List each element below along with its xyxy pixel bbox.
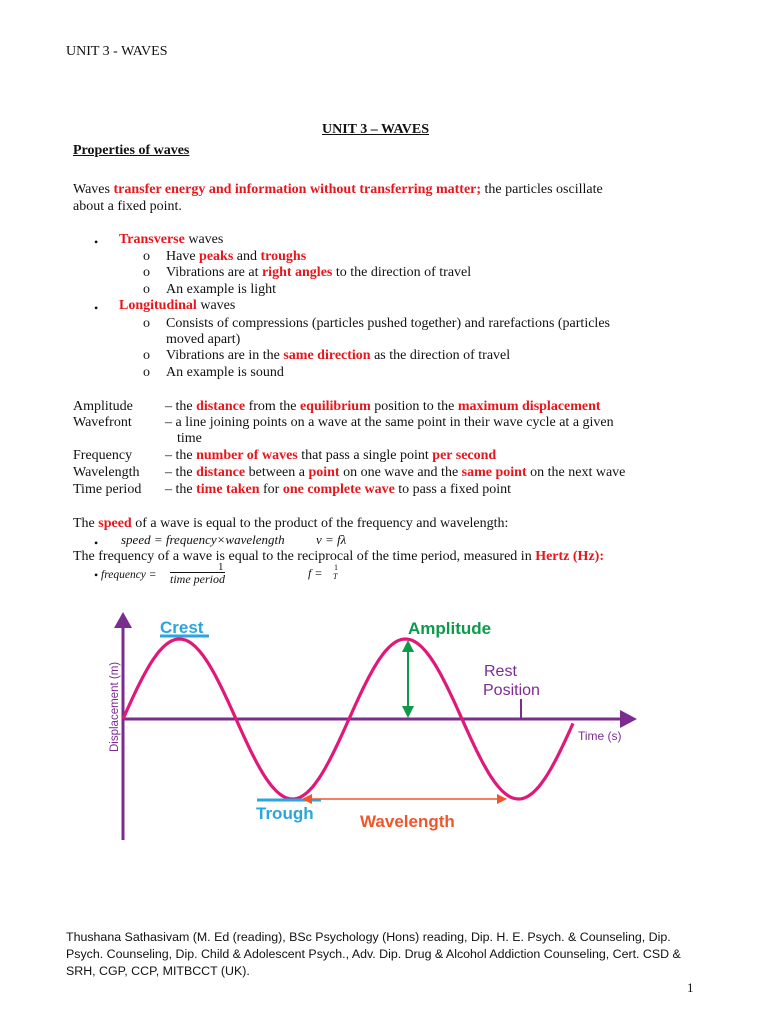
x-axis-arrow	[620, 710, 637, 728]
amplitude-arrowhead-down	[402, 706, 414, 718]
longitudinal-sub-1-cont: moved apart)	[166, 332, 241, 347]
wavelength-label: Wavelength	[360, 812, 455, 831]
def-time-period	[165, 482, 511, 498]
def-frequency	[165, 448, 496, 464]
sub-marker: o	[143, 316, 150, 331]
text: Vibrations are at	[166, 265, 262, 280]
longitudinal-sub-2	[166, 348, 510, 364]
term-amplitude: Amplitude	[73, 399, 133, 414]
amplitude-label: Amplitude	[408, 619, 492, 638]
transverse-sub-1	[166, 249, 306, 265]
term-frequency: Frequency	[73, 448, 133, 463]
position-label: Position	[483, 682, 540, 699]
bullet-marker: •	[94, 235, 99, 249]
emphasis: Hertz (Hz):	[535, 549, 604, 564]
y-axis-arrow	[114, 612, 132, 628]
emphasis: time taken	[196, 482, 260, 497]
emphasis: maximum displacement	[457, 399, 601, 414]
emphasis: one complete wave	[282, 482, 395, 497]
trough-label: Trough	[256, 804, 314, 823]
emphasis: right angles	[261, 265, 333, 280]
transverse-heading	[119, 232, 223, 248]
text: and	[233, 249, 261, 264]
bullet-marker: •	[94, 536, 99, 550]
transverse-sub-2	[166, 265, 471, 281]
fraction-numerator: 1	[218, 561, 224, 573]
intro-text: Waves	[73, 182, 114, 197]
def-wavefront: – a line joining points on a wave at the same point in their wave cycle at a given	[165, 415, 614, 430]
short-denominator: T	[333, 572, 338, 581]
intro-line-2: about a fixed point.	[73, 199, 182, 214]
page-number: 1	[687, 980, 694, 995]
longitudinal-label: Longitudinal	[119, 298, 197, 313]
x-axis-label: Time (s)	[578, 729, 622, 743]
frequency-formula-lhs: frequency =	[101, 569, 157, 581]
speed-formula-short: v = fλ	[316, 532, 347, 547]
sub-marker: o	[143, 249, 150, 264]
text: to pass a fixed point	[394, 482, 512, 497]
rest-label: Rest	[484, 663, 517, 680]
sub-marker: o	[143, 265, 150, 280]
speed-formula: speed = frequency×wavelength	[121, 532, 285, 547]
emphasis: point	[308, 465, 340, 480]
text: of a wave is equal to the product of the frequency and wavelength:	[131, 516, 509, 531]
emphasis: same point	[461, 465, 527, 480]
text: between a	[245, 465, 309, 480]
text: The	[73, 516, 99, 531]
emphasis: number of waves	[196, 448, 298, 463]
crest-label: Crest	[160, 618, 204, 637]
bullet-marker: •	[94, 301, 99, 315]
sub-marker: o	[143, 282, 150, 297]
wave-diagram	[0, 600, 768, 860]
text: on one wave and the	[339, 465, 462, 480]
transverse-label: Transverse	[119, 232, 185, 247]
text: The frequency of a wave is equal to the reciprocal of the time period, measured in	[73, 549, 536, 564]
section-heading: Properties of waves	[73, 143, 190, 158]
short-numerator: 1	[334, 563, 338, 572]
footer-line: Psych. Counseling, Dip. Child & Adolescent Psych., Adv. Dip. Drug & Alcohol Addiction Counseling, Cert. CSD &	[66, 947, 681, 961]
emphasis: distance	[196, 465, 246, 480]
text: Have	[166, 249, 200, 264]
text: for	[259, 482, 283, 497]
y-axis-label: Displacement (m)	[109, 661, 121, 752]
intro-text-2: the particles oscillate	[481, 182, 603, 197]
frequency-text	[73, 549, 604, 565]
footer-credits	[66, 929, 706, 980]
page-title: UNIT 3 – WAVES	[322, 122, 429, 137]
term-wavefront: Wavefront	[73, 415, 132, 430]
emphasis: troughs	[260, 249, 307, 264]
text: – the	[165, 465, 197, 480]
longitudinal-sub-3: An example is sound	[166, 365, 284, 380]
text: – the	[165, 448, 197, 463]
term-time-period: Time period	[73, 482, 142, 497]
text: as the direction of travel	[370, 348, 511, 363]
transverse-sub-3: An example is light	[166, 282, 277, 297]
longitudinal-heading	[119, 298, 235, 314]
emphasis: peaks	[199, 249, 234, 264]
longitudinal-sub-1: Consists of compressions (particles pushed together) and rarefactions (particles	[166, 316, 610, 331]
fraction-denominator: time period	[170, 572, 225, 586]
sub-marker: o	[143, 348, 150, 363]
intro-emphasis: transfer energy and information without transferring matter;	[113, 182, 482, 197]
def-wavelength	[165, 465, 625, 481]
text: from the	[245, 399, 300, 414]
running-header: UNIT 3 - WAVES	[66, 44, 168, 59]
waves-suffix: waves	[184, 232, 224, 247]
emphasis: speed	[98, 516, 132, 531]
intro-line-1	[73, 182, 603, 198]
emphasis: per second	[432, 448, 497, 463]
text: Vibrations are in the	[166, 348, 284, 363]
waves-suffix: waves	[196, 298, 236, 313]
sub-marker: o	[143, 365, 150, 380]
footer-line: SRH, CGP, CCP, MITBCCT (UK).	[66, 964, 250, 978]
emphasis: equilibrium	[299, 399, 371, 414]
def-amplitude	[165, 399, 601, 415]
text: – the	[165, 399, 197, 414]
text: to the direction of travel	[332, 265, 472, 280]
text: on the next wave	[526, 465, 626, 480]
bullet-marker: •	[94, 568, 99, 582]
emphasis: same direction	[283, 348, 371, 363]
emphasis: distance	[196, 399, 246, 414]
frequency-formula-short: f =	[308, 566, 323, 580]
def-wavefront-cont: time	[177, 431, 202, 446]
text: – the	[165, 482, 197, 497]
speed-text	[73, 516, 508, 532]
term-wavelength: Wavelength	[73, 465, 140, 480]
text: that pass a single point	[297, 448, 433, 463]
text: position to the	[370, 399, 458, 414]
footer-line: Thushana Sathasivam (M. Ed (reading), BSc Psychology (Hons) reading, Dip. H. E. Psych. & Counseling, Dip.	[66, 930, 671, 944]
